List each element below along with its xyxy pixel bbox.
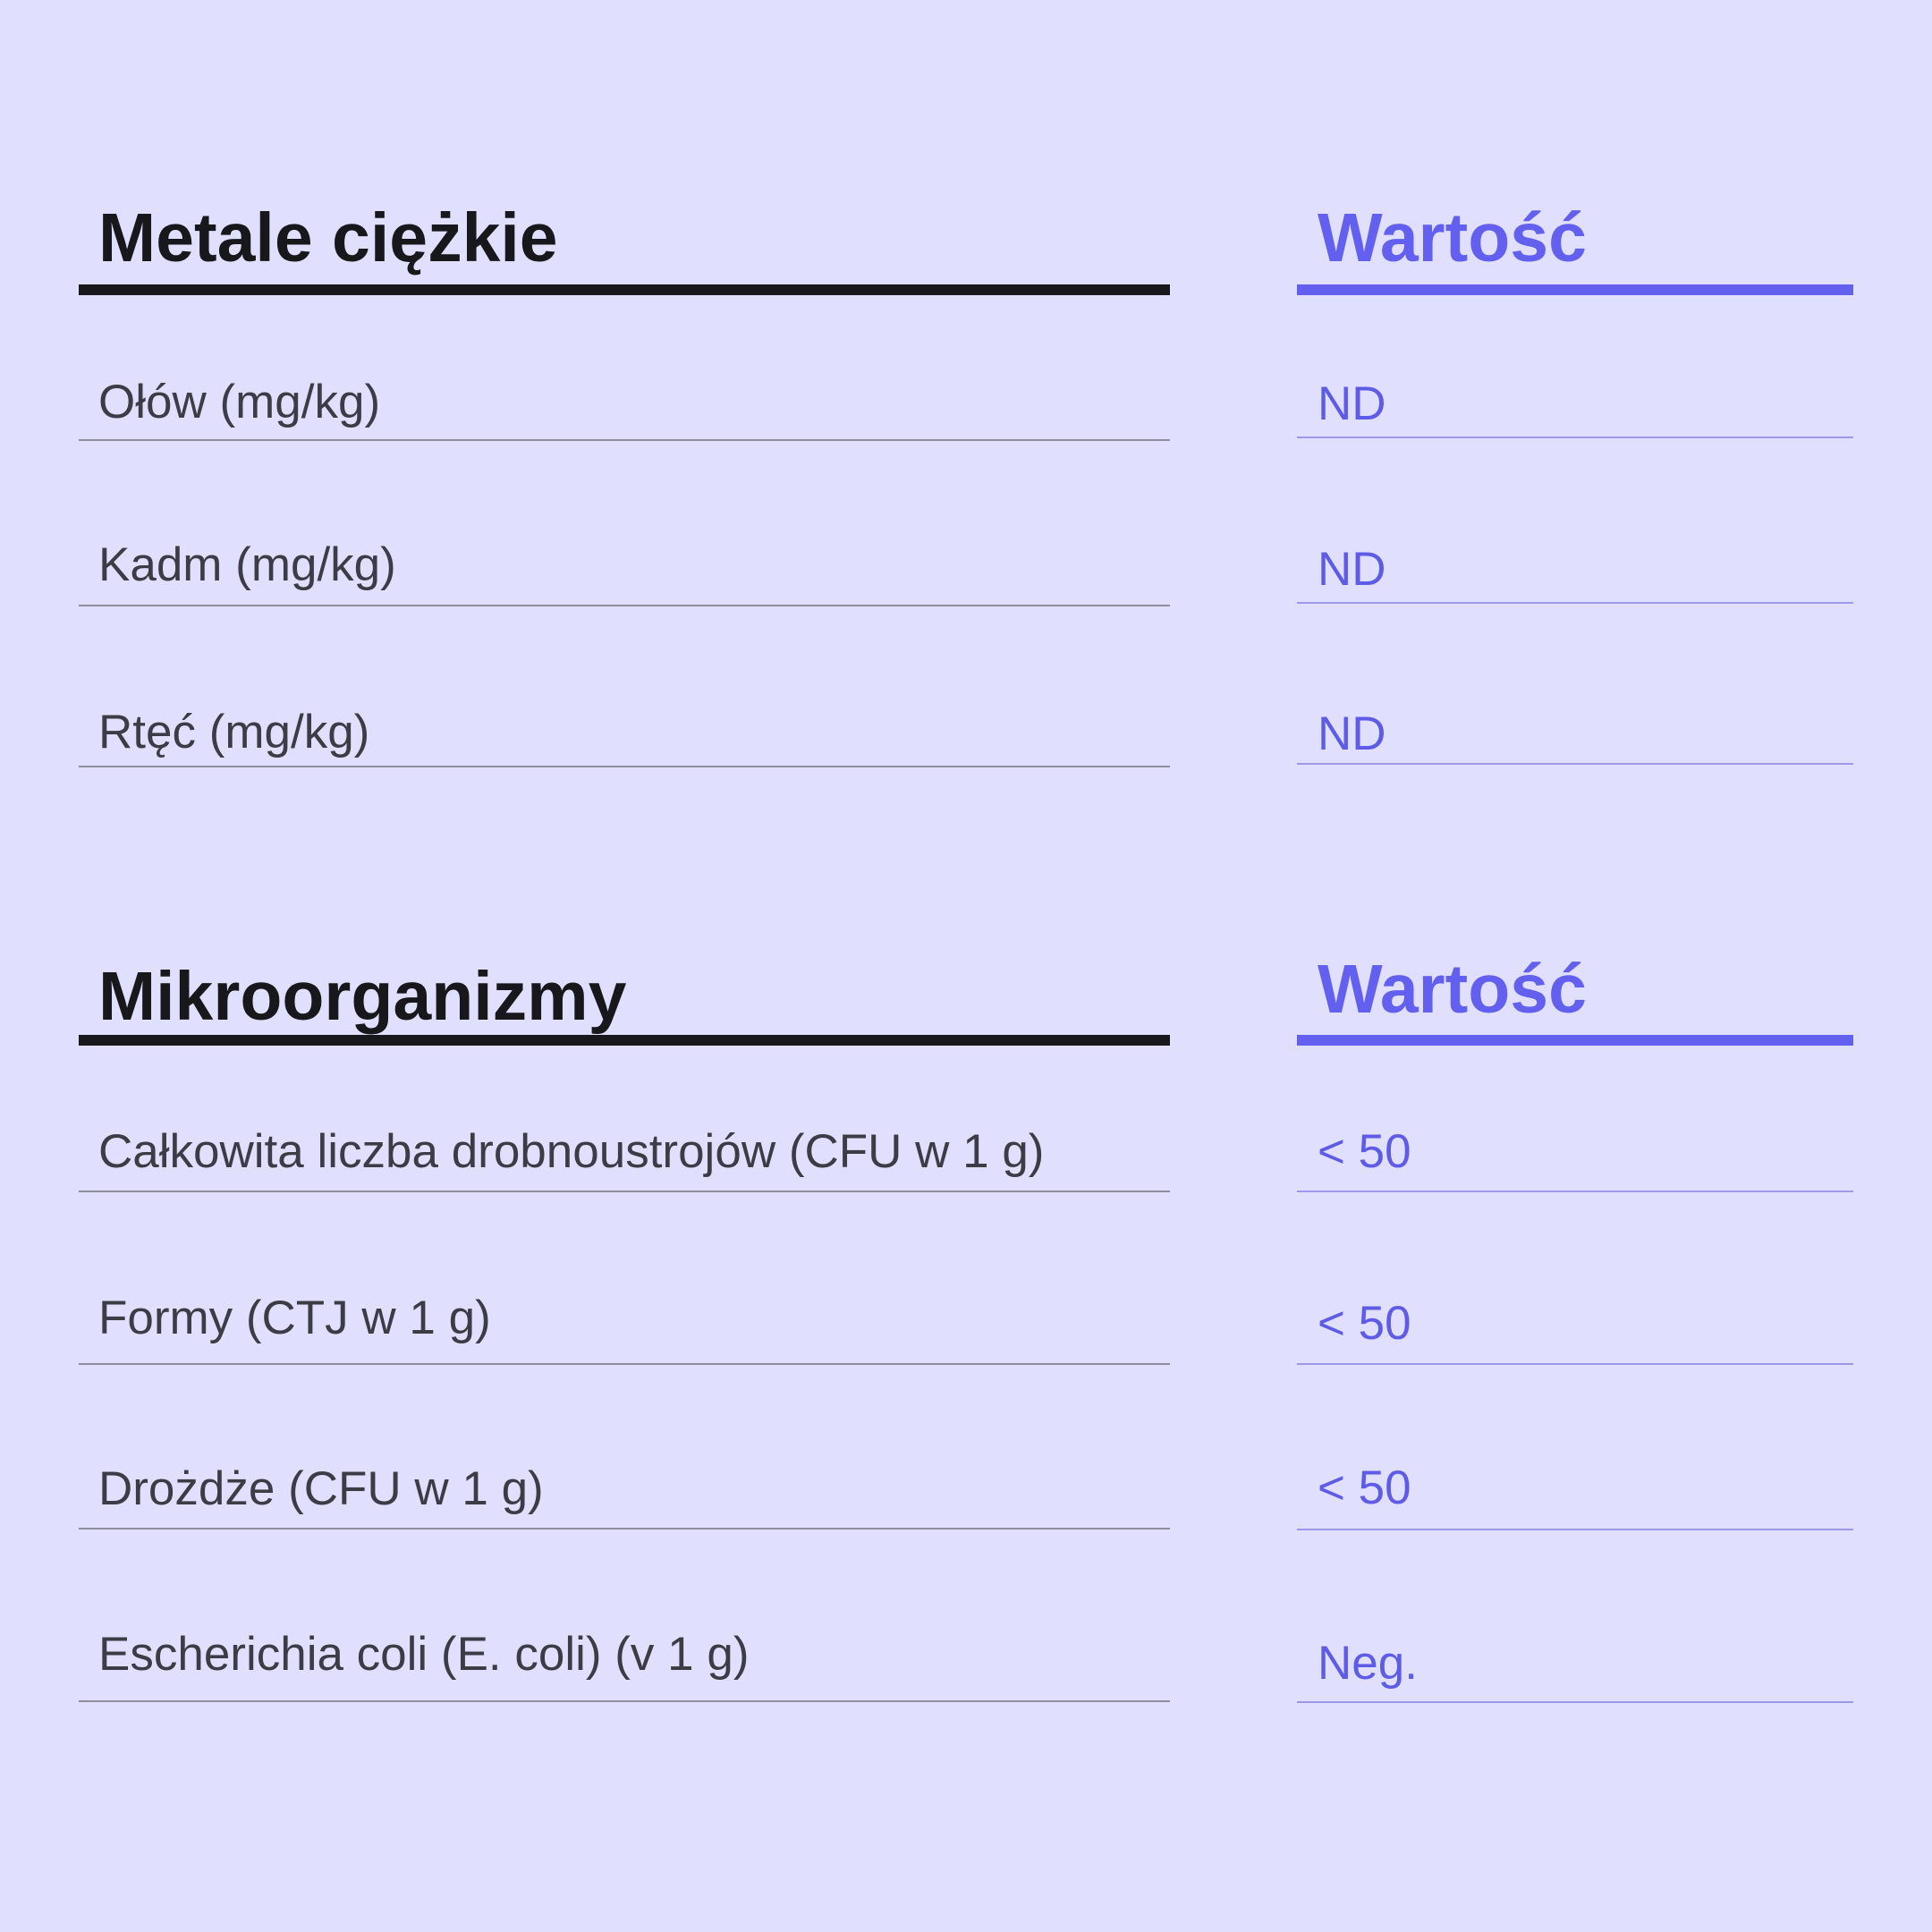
row-value-cadmium: ND — [1318, 543, 1386, 596]
section-divider-right — [1297, 1035, 1853, 1046]
row-divider-left — [79, 1528, 1170, 1530]
row-label-total-microbes: Całkowita liczba drobnoustrojów (CFU w 1 g) — [98, 1125, 1045, 1178]
row-divider-right — [1297, 763, 1853, 765]
row-value-lead: ND — [1318, 377, 1386, 430]
row-value-mercury: ND — [1318, 708, 1386, 760]
row-label-mercury: Rtęć (mg/kg) — [98, 706, 370, 758]
section-title-microorganisms: Mikroorganizmy — [98, 958, 627, 1035]
section-divider-left — [79, 1035, 1170, 1046]
row-divider-left — [79, 439, 1170, 441]
row-label-ecoli: Escherichia coli (E. coli) (v 1 g) — [98, 1628, 750, 1681]
value-header-microorganisms: Wartość — [1318, 951, 1587, 1028]
row-divider-right — [1297, 436, 1853, 438]
row-divider-left — [79, 1363, 1170, 1365]
row-divider-right — [1297, 1701, 1853, 1703]
row-divider-right — [1297, 1529, 1853, 1530]
row-divider-left — [79, 1191, 1170, 1192]
row-divider-right — [1297, 602, 1853, 604]
section-title-heavy-metals: Metale ciężkie — [98, 199, 558, 276]
row-divider-right — [1297, 1191, 1853, 1192]
row-divider-left — [79, 1700, 1170, 1702]
row-value-molds: < 50 — [1318, 1297, 1411, 1350]
row-divider-left — [79, 766, 1170, 767]
value-header-heavy-metals: Wartość — [1318, 199, 1587, 276]
row-value-yeasts: < 50 — [1318, 1462, 1411, 1514]
row-value-ecoli: Neg. — [1318, 1637, 1418, 1690]
row-label-lead: Ołów (mg/kg) — [98, 376, 381, 428]
section-divider-right — [1297, 284, 1853, 295]
row-label-cadmium: Kadm (mg/kg) — [98, 538, 396, 591]
row-value-total-microbes: < 50 — [1318, 1125, 1411, 1178]
row-divider-left — [79, 605, 1170, 606]
row-divider-right — [1297, 1363, 1853, 1365]
row-label-molds: Formy (CTJ w 1 g) — [98, 1292, 491, 1344]
row-label-yeasts: Drożdże (CFU w 1 g) — [98, 1462, 544, 1515]
section-divider-left — [79, 284, 1170, 295]
